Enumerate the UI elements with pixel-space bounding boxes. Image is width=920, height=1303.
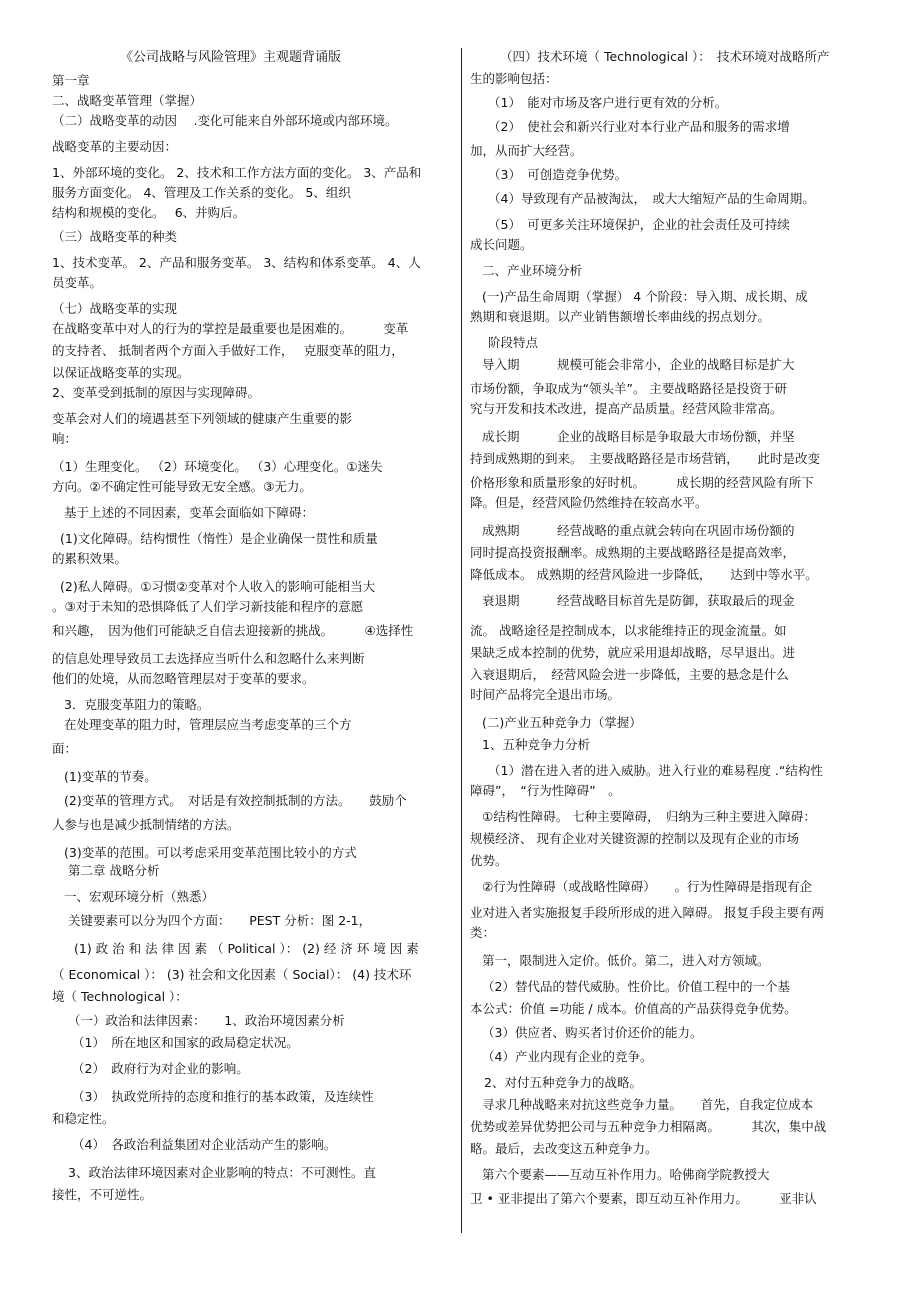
text-line: 战略变革的主要动因： bbox=[52, 139, 178, 154]
text-line: 的支持者、 抵制者两个方面入手做好工作， 克服变革的阻力， bbox=[52, 343, 404, 358]
text-line: （5） 可更多关注环境保护，企业的社会责任及可持续 bbox=[488, 217, 790, 232]
text-line: 加，从而扩大经营。 bbox=[470, 143, 583, 158]
text-line: 2、对付五种竞争力的战略。 bbox=[484, 1075, 642, 1090]
text-line: 降。但是，经营风险仍然维持在较高水平。 bbox=[470, 495, 708, 510]
text-line: (1)变革的节奏。 bbox=[64, 769, 157, 784]
text-line: 阶段特点 bbox=[488, 335, 539, 350]
text-line: (2)私人障碍。①习惯②变革对个人收入的影响可能相当大 bbox=[60, 579, 376, 594]
text-line: 的累积效果。 bbox=[52, 551, 128, 566]
text-line: 第六个要素——互动互补作用力。哈佛商学院教授大 bbox=[482, 1167, 770, 1182]
right-column bbox=[470, 44, 865, 1241]
text-line: 成长问题。 bbox=[470, 237, 533, 252]
text-line: （1）潜在进入者的进入威胁。进入行业的难易程度 .“结构性 bbox=[488, 763, 823, 778]
text-line: 卫 • 亚非提出了第六个要素，即互动互补作用力。 亚非认 bbox=[470, 1191, 817, 1206]
text-line: 在战略变革中对人的行为的掌控是最重要也是困难的。 变革 bbox=[52, 321, 409, 336]
text-line: 关键要素可以分为四个方面： PEST 分析：图 2-1， bbox=[68, 913, 372, 928]
text-line: 障碍”， “行为性障碍” 。 bbox=[470, 783, 621, 798]
text-line: 在处理变革的阻力时，管理层应当考虑变革的三个方 bbox=[64, 717, 352, 732]
text-line: （一）政治和法律因素： 1、政治环境因素分析 bbox=[68, 1013, 345, 1028]
text-line: 规模经济、 现有企业对关键资源的控制以及现有企业的市场 bbox=[470, 831, 799, 846]
text-line: 类： bbox=[470, 925, 496, 940]
text-line: 境（ Technological ）： bbox=[52, 989, 188, 1004]
text-line: (3)变革的范围。可以考虑采用变革范围比较小的方式 bbox=[64, 845, 357, 860]
text-line: （2）替代品的替代威胁。性价比。价值工程中的一个基 bbox=[482, 979, 790, 994]
text-line: 生的影响包括： bbox=[470, 71, 558, 86]
text-line: （三）战略变革的种类 bbox=[52, 229, 178, 244]
text-line: (1) 政 治 和 法 律 因 素 （ Political ）： (2) 经 济 环 境 因 素 bbox=[74, 941, 419, 956]
text-line: 熟期和衰退期。以产业销售额增长率曲线的拐点划分。 bbox=[470, 309, 771, 324]
text-line: 二、产业环境分析 bbox=[482, 263, 583, 278]
text-line: (二)产业五种竞争力（掌握） bbox=[482, 715, 642, 730]
text-line: 1、外部环境的变化。 2、技术和工作方法方面的变化。 3、产品和 bbox=[52, 165, 422, 180]
text-line: ②行为性障碍（或战略性障碍） 。行为性障碍是指现有企 bbox=[482, 879, 812, 894]
text-line: 成长期 企业的战略目标是争取最大市场份额，并坚 bbox=[482, 429, 795, 444]
text-line: （ Economical ）： (3) 社会和文化因素（ Social）： (4) 技术环 bbox=[52, 967, 412, 982]
text-line: （四）技术环境（ Technological ）： 技术环境对战略所产 bbox=[500, 49, 830, 64]
text-line: 二、战略变革管理（掌握） bbox=[52, 93, 203, 108]
text-line: （二）战略变革的动因 .变化可能来自外部环境或内部环境。 bbox=[52, 113, 398, 128]
text-line: 和兴趣， 因为他们可能缺乏自信去迎接新的挑战。 ④选择性 bbox=[52, 623, 414, 638]
text-line: （3） 执政党所持的态度和推行的基本政策，及连续性 bbox=[72, 1089, 374, 1104]
text-line: 导入期 规模可能会非常小，企业的战略目标是扩大 bbox=[482, 357, 795, 372]
text-line: （1） 所在地区和国家的政局稳定状况。 bbox=[72, 1035, 299, 1050]
text-line: 以保证战略变革的实现。 bbox=[52, 365, 190, 380]
text-line: 。③对于未知的恐惧降低了人们学习新技能和程序的意愿 bbox=[52, 599, 364, 614]
text-line: 他们的处境，从而忽略管理层对于变革的要求。 bbox=[52, 671, 315, 686]
text-line: 员变革。 bbox=[52, 275, 103, 290]
text-line: 人参与也是减少抵制情绪的方法。 bbox=[52, 817, 240, 832]
text-line: 本公式：价值 =功能 / 成本。价值高的产品获得竞争优势。 bbox=[470, 1001, 797, 1016]
text-line: 1、五种竞争力分析 bbox=[482, 737, 590, 752]
text-line: 面： bbox=[52, 741, 78, 756]
text-line: 同时提高投资报酬率。成熟期的主要战略路径是提高效率， bbox=[470, 545, 796, 560]
text-line: （3） 可创造竞争优势。 bbox=[488, 167, 628, 182]
text-line: 方向。②不确定性可能导致无安全感。③无力。 bbox=[52, 479, 312, 494]
text-line: （2） 使社会和新兴行业对本行业产品和服务的需求增 bbox=[488, 119, 790, 134]
text-line: 变革会对人们的境遇甚至下列领域的健康产生重要的影 bbox=[52, 411, 353, 426]
text-line: 业对进入者实施报复手段所形成的进入障碍。 报复手段主要有两 bbox=[470, 905, 824, 920]
text-line: 持到成熟期的到来。 主要战略路径是市场营销， 此时是改变 bbox=[470, 451, 821, 466]
text-line: （1）生理变化。 （2）环境变化。 （3）心理变化。①迷失 bbox=[52, 459, 383, 474]
text-line: 入衰退期后， 经营风险会进一步降低，主要的悬念是什么 bbox=[470, 667, 789, 682]
text-line: 优势。 bbox=[470, 853, 508, 868]
text-line: (1)文化障碍。结构惯性（惰性）是企业确保一贯性和质量 bbox=[60, 531, 378, 546]
text-line: （七）战略变革的实现 bbox=[52, 301, 178, 316]
text-line: 市场份额，争取成为“领头羊”。 主要战略路径是投资于研 bbox=[470, 381, 787, 396]
text-line: 第一，限制进入定价。低价。第二，进入对方领域。 bbox=[482, 953, 770, 968]
text-line: 的信息处理导致员工去选择应当听什么和忽略什么来判断 bbox=[52, 651, 365, 666]
text-line: （2） 政府行为对企业的影响。 bbox=[72, 1061, 249, 1076]
text-line: （1） 能对市场及客户进行更有效的分析。 bbox=[488, 95, 728, 110]
text-line: 3．克服变革阻力的策略。 bbox=[64, 697, 210, 712]
text-line: 成熟期 经营战略的重点就会转向在巩固市场份额的 bbox=[482, 523, 795, 538]
text-line: 流。 战略途径是控制成本，以求能维持正的现金流量。如 bbox=[470, 623, 787, 638]
text-line: 3、政治法律环境因素对企业影响的特点：不可测性。直 bbox=[68, 1165, 376, 1180]
column-divider bbox=[461, 48, 462, 1233]
text-line: (2)变革的管理方式。 对话是有效控制抵制的方法。 鼓励个 bbox=[64, 793, 407, 808]
text-line: 服务方面变化。 4、管理及工作关系的变化。 5、组织 bbox=[52, 185, 351, 200]
text-line: 略。最后，去改变这五种竞争力。 bbox=[470, 1141, 658, 1156]
text-line: 2、变革受到抵制的原因与实现障碍。 bbox=[52, 385, 260, 400]
text-line: ①结构性障碍。 七种主要障碍， 归纳为三种主要进入障碍： bbox=[482, 809, 816, 824]
text-line: 一、宏观环境分析（熟悉） bbox=[64, 889, 215, 904]
text-line: 时间产品将完全退出市场。 bbox=[470, 687, 621, 702]
text-line: 降低成本。 成熟期的经营风险进一步降低， 达到中等水平。 bbox=[470, 567, 818, 582]
text-line: 价格形象和质量形象的好时机。 成长期的经营风险有所下 bbox=[470, 475, 814, 490]
left-column bbox=[52, 44, 454, 1241]
document-title: 《公司战略与风险管理》主观题背诵版 bbox=[120, 50, 342, 65]
text-line: 第二章 战略分析 bbox=[68, 863, 160, 878]
text-line: （3）供应者、购买者讨价还价的能力。 bbox=[482, 1025, 703, 1040]
text-line: （4） 各政治利益集团对企业活动产生的影响。 bbox=[72, 1137, 337, 1152]
text-line: 果缺乏成本控制的优势，就应采用退却战略，尽早退出。进 bbox=[470, 645, 796, 660]
text-line: 1、技术变革。 2、产品和服务变革。 3、结构和体系变革。 4、人 bbox=[52, 255, 421, 270]
text-line: （4）产业内现有企业的竞争。 bbox=[482, 1049, 653, 1064]
text-line: 接性，不可逆性。 bbox=[52, 1187, 153, 1202]
text-line: 基于上述的不同因素，变革会面临如下障碍： bbox=[64, 505, 315, 520]
text-line: 结构和规模的变化。 6、并购后。 bbox=[52, 205, 246, 220]
text-line: (一)产品生命周期（掌握） 4 个阶段：导入期、成长期、成 bbox=[482, 289, 808, 304]
text-line: 响： bbox=[52, 431, 78, 446]
text-line: 衰退期 经营战略目标首先是防御，获取最后的现金 bbox=[482, 593, 795, 608]
text-line: 寻求几种战略来对抗这些竞争力量。 首先，自我定位成本 bbox=[482, 1097, 814, 1112]
text-line: 优势或差异优势把公司与五种竞争力相隔离。 其次，集中战 bbox=[470, 1119, 827, 1134]
text-line: 第一章 bbox=[52, 73, 90, 88]
text-line: （4）导致现有产品被淘汰， 或大大缩短产品的生命周期。 bbox=[488, 191, 815, 206]
text-line: 和稳定性。 bbox=[52, 1111, 115, 1126]
text-line: 究与开发和技术改进，提高产品质量。经营风险非常高。 bbox=[470, 401, 783, 416]
